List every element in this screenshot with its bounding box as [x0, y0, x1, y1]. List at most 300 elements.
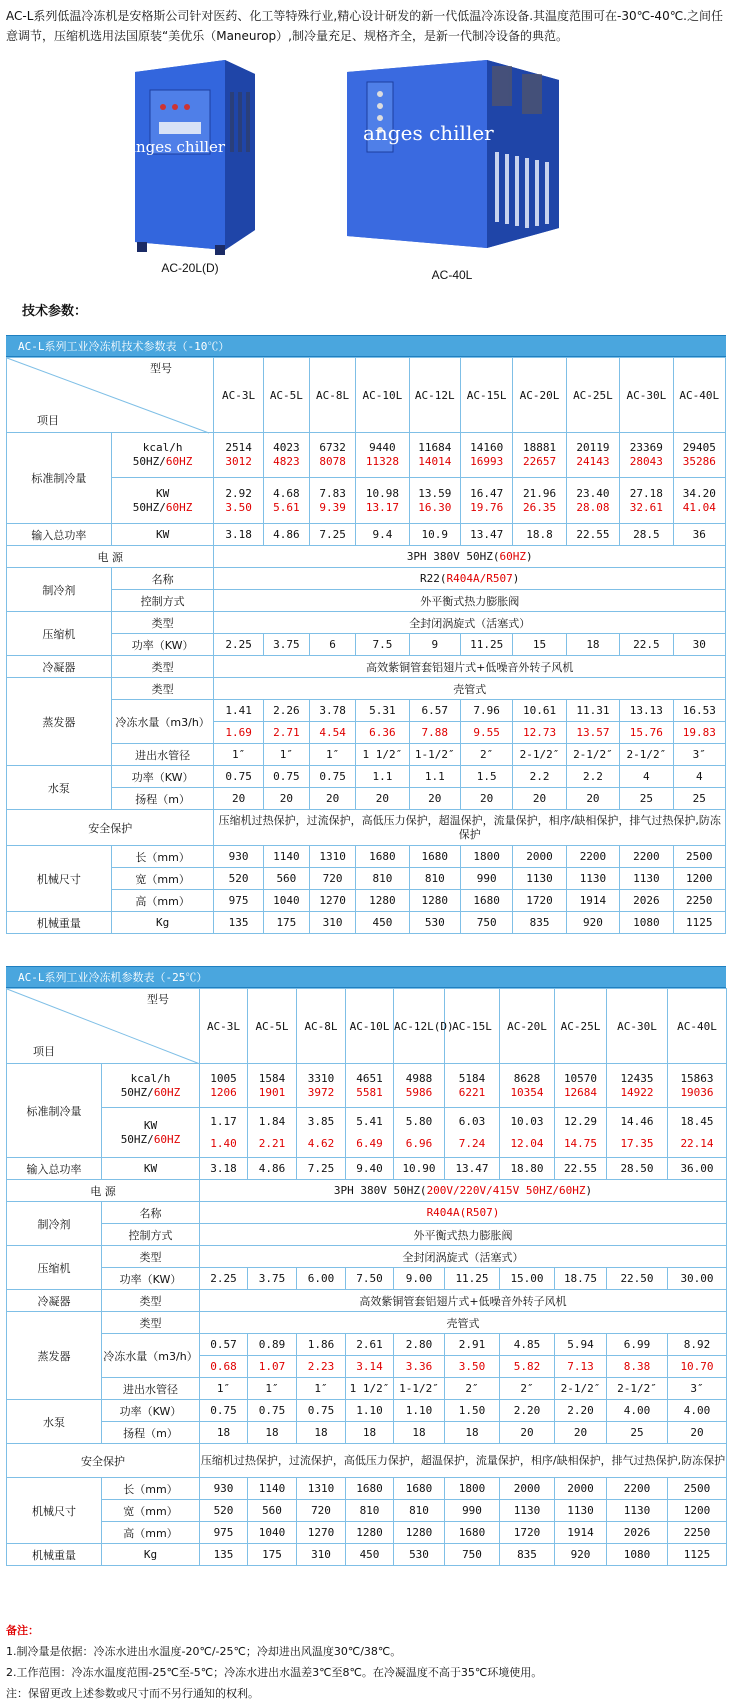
- pipe-size-value: 3″: [673, 744, 725, 766]
- condenser-type-value: 高效紫铜管套铝翅片式+低噪音外转子风机: [200, 1290, 727, 1312]
- kw-50hz: 1.17: [210, 1114, 237, 1128]
- pump-head-value: 20: [263, 788, 309, 810]
- kw-60hz: 5.61: [273, 500, 300, 514]
- compressor-power-label: 功率（KW）: [102, 1268, 200, 1290]
- compressor-power-label: 功率（KW）: [111, 634, 214, 656]
- flow-60hz: 15.76: [620, 722, 673, 744]
- condenser-type-value: 高效紫铜管套铝翅片式+低噪音外转子风机: [214, 656, 726, 678]
- flow-60hz: 9.55: [460, 722, 512, 744]
- flow-50hz: 6.57: [409, 700, 460, 722]
- kw-60hz: 41.04: [682, 500, 716, 514]
- model-header: AC-10L: [356, 358, 409, 433]
- kw-60hz: 3.50: [225, 500, 252, 514]
- refrigerant-name-label: 名称: [102, 1202, 200, 1224]
- pump-power-value: 1.1: [409, 766, 460, 788]
- flow-50hz: 5.94: [555, 1334, 607, 1356]
- model-header: AC-40L: [668, 989, 727, 1064]
- pipe-size-label: 进出水管径: [111, 744, 214, 766]
- weight-value: 1080: [607, 1544, 668, 1566]
- kcal-50hz: 5184: [458, 1071, 486, 1085]
- flow-50hz: 13.13: [620, 700, 673, 722]
- model-header: AC-20L: [500, 989, 555, 1064]
- pipe-size-value: 1″: [297, 1378, 346, 1400]
- kcal-50hz: 4651: [356, 1071, 383, 1085]
- weight-value: 1080: [620, 912, 673, 934]
- model-header: AC-25L: [555, 989, 607, 1064]
- kcal-60hz: 11328: [365, 455, 399, 468]
- kcal-50hz: 11684: [418, 441, 452, 454]
- length-value: 1140: [248, 1478, 297, 1500]
- pump-power-value: 2.2: [513, 766, 566, 788]
- weight-value: 175: [248, 1544, 297, 1566]
- height-value: 1914: [566, 890, 619, 912]
- model-header: AC-15L: [460, 358, 512, 433]
- photo-watermark: anges chiller: [363, 121, 494, 145]
- weight-value: 450: [346, 1544, 394, 1566]
- height-value: 975: [200, 1522, 248, 1544]
- width-label: 宽（mm）: [102, 1500, 200, 1522]
- height-value: 1280: [356, 890, 409, 912]
- height-label: 高（mm）: [111, 890, 214, 912]
- kcal-50hz: 3310: [307, 1071, 335, 1085]
- notes-title: 备注：: [6, 1624, 39, 1637]
- compressor-power-value: 30.00: [668, 1268, 727, 1290]
- compressor-power-value: 2.25: [200, 1268, 248, 1290]
- input-power-value: 13.47: [445, 1158, 500, 1180]
- kcal-60hz: 10354: [510, 1085, 544, 1099]
- height-value: 2026: [620, 890, 673, 912]
- kw-50hz: 7.83: [319, 486, 346, 500]
- unit-kw: KW 50HZ/60HZ: [102, 1108, 200, 1158]
- length-value: 930: [200, 1478, 248, 1500]
- refrigerant-name-label: 名称: [111, 568, 214, 590]
- control-method-label: 控制方式: [111, 590, 214, 612]
- power-supply-label: 电 源: [7, 1180, 200, 1202]
- kw-50hz: 23.40: [576, 486, 610, 500]
- pump-head-value: 20: [356, 788, 409, 810]
- pump-power-value: 4: [620, 766, 673, 788]
- kw-60hz: 4.62: [307, 1136, 335, 1150]
- kw-60hz: 13.17: [365, 500, 399, 514]
- corner-header: [7, 989, 200, 1064]
- weight-value: 750: [445, 1544, 500, 1566]
- power-supply-label: 电 源: [7, 546, 214, 568]
- pipe-size-value: 1″: [200, 1378, 248, 1400]
- pump-head-value: 18: [248, 1422, 297, 1444]
- kcal-50hz: 12435: [620, 1071, 654, 1085]
- condenser-label: 冷凝器: [7, 656, 112, 678]
- note-line: 1.制冷量是依据：冷冻水进出水温度-20℃/-25℃；冷却进出风温度30℃/38℃。: [6, 1645, 402, 1658]
- pipe-size-value: 2-1/2″: [620, 744, 673, 766]
- kcal-50hz: 6732: [319, 441, 346, 454]
- height-value: 1720: [513, 890, 566, 912]
- weight-unit: Kg: [102, 1544, 200, 1566]
- kcal-60hz: 1206: [210, 1085, 237, 1099]
- safety-value: 压缩机过热保护，过流保护，高低压力保护，超温保护，流量保护，相序/缺相保护，排气过热保护,防冻保护: [200, 1444, 727, 1478]
- length-value: 2500: [673, 846, 725, 868]
- pipe-size-value: 1″: [214, 744, 263, 766]
- pump-power-value: 4: [673, 766, 725, 788]
- control-method-label: 控制方式: [102, 1224, 200, 1246]
- height-value: 1280: [409, 890, 460, 912]
- kcal-60hz: 35286: [682, 455, 716, 468]
- condenser-label: 冷凝器: [7, 1290, 102, 1312]
- kw-50hz: 3.85: [307, 1114, 335, 1128]
- width-value: 520: [200, 1500, 248, 1522]
- pipe-size-value: 2″: [460, 744, 512, 766]
- height-value: 2250: [668, 1522, 727, 1544]
- safety-value: 压缩机过热保护，过流保护，高低压力保护，超温保护，流量保护，相序/缺相保护，排气过热保护,防冻保护: [214, 810, 726, 846]
- kcal-50hz: 1584: [258, 1071, 286, 1085]
- width-value: 810: [346, 1500, 394, 1522]
- pump-head-value: 20: [309, 788, 355, 810]
- width-value: 1130: [607, 1500, 668, 1522]
- compressor-type-value: 全封闭涡旋式（活塞式）: [214, 612, 726, 634]
- pipe-size-value: 2-1/2″: [513, 744, 566, 766]
- kw-60hz: 28.08: [576, 500, 610, 514]
- flow-50hz: 2.61: [346, 1334, 394, 1356]
- pipe-size-value: 1″: [263, 744, 309, 766]
- kw-50hz: 14.46: [620, 1114, 654, 1128]
- pump-power-value: 1.1: [356, 766, 409, 788]
- input-power-value: 28.5: [620, 524, 673, 546]
- compressor-power-value: 22.50: [607, 1268, 668, 1290]
- input-power-value: 4.86: [248, 1158, 297, 1180]
- height-value: 1270: [309, 890, 355, 912]
- compressor-power-value: 11.25: [460, 634, 512, 656]
- pipe-size-value: 1″: [248, 1378, 297, 1400]
- flow-50hz: 5.31: [356, 700, 409, 722]
- kcal-50hz: 20119: [576, 441, 610, 454]
- kw-50hz: 6.03: [458, 1114, 486, 1128]
- spec-table-minus25: [6, 988, 727, 1566]
- kcal-60hz: 24143: [576, 455, 610, 468]
- pump-power-label: 功率（KW）: [102, 1400, 200, 1422]
- width-value: 1130: [620, 868, 673, 890]
- kcal-60hz: 3972: [307, 1085, 335, 1099]
- flow-50hz: 0.89: [248, 1334, 297, 1356]
- pipe-size-value: 2″: [500, 1378, 555, 1400]
- pipe-size-value: 1 1/2″: [346, 1378, 394, 1400]
- input-power-value: 4.86: [263, 524, 309, 546]
- chiller-photo-ac40l: [337, 52, 567, 257]
- height-value: 1040: [263, 890, 309, 912]
- input-power-label: 输入总功率: [7, 1158, 102, 1180]
- kw-60hz: 9.39: [319, 500, 346, 514]
- pump-power-value: 0.75: [297, 1400, 346, 1422]
- compressor-power-value: 9.00: [394, 1268, 445, 1290]
- dimensions-label: 机械尺寸: [7, 846, 112, 912]
- pump-power-value: 0.75: [200, 1400, 248, 1422]
- width-value: 810: [409, 868, 460, 890]
- kcal-50hz: 23369: [629, 441, 663, 454]
- flow-50hz: 0.57: [200, 1334, 248, 1356]
- unit-kcal: kcal/h 50HZ/60HZ: [102, 1064, 200, 1108]
- flow-50hz: 1.41: [214, 700, 263, 722]
- model-header: AC-8L: [297, 989, 346, 1064]
- length-value: 930: [214, 846, 263, 868]
- flow-50hz: 1.86: [297, 1334, 346, 1356]
- compressor-power-value: 2.25: [214, 634, 263, 656]
- kcal-60hz: 16993: [470, 455, 504, 468]
- cooling-capacity-label: 标准制冷量: [7, 1064, 102, 1158]
- kw-50hz: 5.41: [356, 1114, 383, 1128]
- length-value: 1800: [460, 846, 512, 868]
- evaporator-type-value: 壳管式: [214, 678, 726, 700]
- kcal-50hz: 9440: [369, 441, 396, 454]
- safety-label: 安全保护: [7, 810, 214, 846]
- weight-label: 机械重量: [7, 1544, 102, 1566]
- kcal-60hz: 14014: [418, 455, 452, 468]
- model-header: AC-30L: [607, 989, 668, 1064]
- corner-item-label: 项目: [33, 1045, 55, 1058]
- compressor-power-value: 3.75: [248, 1268, 297, 1290]
- chilled-water-flow-label: 冷冻水量（m3/h）: [102, 1334, 200, 1378]
- length-value: 2500: [668, 1478, 727, 1500]
- kw-60hz: 1.40: [210, 1136, 237, 1150]
- note-line: 注：保留更改上述参数或尺寸而不另行通知的权利。: [6, 1687, 259, 1700]
- height-value: 2026: [607, 1522, 668, 1544]
- kcal-50hz: 18881: [522, 441, 557, 454]
- pump-power-value: 0.75: [263, 766, 309, 788]
- flow-60hz: 13.57: [566, 722, 619, 744]
- condenser-type-label: 类型: [102, 1290, 200, 1312]
- kw-60hz: 16.30: [418, 500, 452, 514]
- kcal-50hz: 1005: [210, 1071, 237, 1085]
- photo-caption: AC-20L(D): [161, 261, 219, 275]
- model-header: AC-30L: [620, 358, 673, 433]
- weight-value: 1125: [673, 912, 725, 934]
- kcal-50hz: 4023: [273, 441, 300, 454]
- pump-head-value: 25: [620, 788, 673, 810]
- refrigerant-name-value: R22(R404A/R507): [214, 568, 726, 590]
- flow-60hz: 0.68: [200, 1356, 248, 1378]
- width-value: 720: [297, 1500, 346, 1522]
- corner-header: [7, 358, 214, 433]
- pump-head-value: 20: [555, 1422, 607, 1444]
- model-header: AC-15L: [445, 989, 500, 1064]
- compressor-power-value: 3.75: [263, 634, 309, 656]
- flow-60hz: 3.36: [394, 1356, 445, 1378]
- pump-head-value: 18: [445, 1422, 500, 1444]
- flow-60hz: 2.23: [297, 1356, 346, 1378]
- pump-head-value: 18: [346, 1422, 394, 1444]
- input-power-value: 18.8: [513, 524, 566, 546]
- flow-50hz: 2.26: [263, 700, 309, 722]
- kcal-60hz: 14922: [620, 1085, 654, 1099]
- kcal-50hz: 10570: [563, 1071, 598, 1085]
- kw-60hz: 6.49: [356, 1136, 383, 1150]
- length-label: 长（mm）: [102, 1478, 200, 1500]
- pump-label: 水泵: [7, 766, 112, 810]
- flow-50hz: 16.53: [673, 700, 725, 722]
- pump-head-value: 18: [394, 1422, 445, 1444]
- photo-watermark: anges chiller: [127, 138, 226, 156]
- width-value: 1130: [513, 868, 566, 890]
- kw-60hz: 22.14: [680, 1136, 714, 1150]
- compressor-power-value: 15.00: [500, 1268, 555, 1290]
- control-method-value: 外平衡式热力膨胀阀: [200, 1224, 727, 1246]
- height-value: 1914: [555, 1522, 607, 1544]
- flow-60hz: 1.07: [248, 1356, 297, 1378]
- model-header: AC-20L: [513, 358, 566, 433]
- kcal-60hz: 5986: [405, 1085, 433, 1099]
- height-value: 2250: [673, 890, 725, 912]
- input-power-value: 7.25: [297, 1158, 346, 1180]
- evaporator-label: 蒸发器: [7, 1312, 102, 1400]
- height-value: 1040: [248, 1522, 297, 1544]
- pipe-size-value: 2-1/2″: [555, 1378, 607, 1400]
- flow-50hz: 6.99: [607, 1334, 668, 1356]
- pump-head-value: 18: [200, 1422, 248, 1444]
- flow-60hz: 7.88: [409, 722, 460, 744]
- width-value: 810: [394, 1500, 445, 1522]
- width-value: 720: [309, 868, 355, 890]
- width-value: 990: [445, 1500, 500, 1522]
- weight-value: 530: [409, 912, 460, 934]
- corner-model-label: 型号: [150, 362, 172, 375]
- input-power-value: 10.9: [409, 524, 460, 546]
- kcal-60hz: 22657: [522, 455, 557, 468]
- kw-60hz: 6.96: [405, 1136, 433, 1150]
- model-header: AC-3L: [214, 358, 263, 433]
- height-value: 1680: [445, 1522, 500, 1544]
- kw-60hz: 19.76: [470, 500, 504, 514]
- kcal-50hz: 15863: [680, 1071, 714, 1085]
- width-value: 1130: [500, 1500, 555, 1522]
- pump-power-value: 1.5: [460, 766, 512, 788]
- weight-value: 920: [555, 1544, 607, 1566]
- length-value: 2000: [555, 1478, 607, 1500]
- pump-head-value: 20: [513, 788, 566, 810]
- pipe-size-value: 2-1/2″: [566, 744, 619, 766]
- kw-50hz: 2.92: [225, 486, 252, 500]
- compressor-power-value: 7.5: [356, 634, 409, 656]
- kcal-60hz: 3012: [225, 455, 252, 468]
- model-header: AC-10L: [346, 989, 394, 1064]
- kw-60hz: 12.04: [510, 1136, 544, 1150]
- width-value: 520: [214, 868, 263, 890]
- kcal-50hz: 4988: [405, 1071, 433, 1085]
- flow-60hz: 8.38: [607, 1356, 668, 1378]
- compressor-type-label: 类型: [111, 612, 214, 634]
- kcal-60hz: 12684: [563, 1085, 598, 1099]
- params-label: 技术参数：: [22, 304, 88, 319]
- table-title-bar: AC-L系列工业冷冻机技术参数表（-10℃）: [6, 335, 726, 357]
- weight-value: 750: [460, 912, 512, 934]
- length-value: 1310: [297, 1478, 346, 1500]
- weight-value: 835: [500, 1544, 555, 1566]
- width-value: 560: [263, 868, 309, 890]
- model-header: AC-25L: [566, 358, 619, 433]
- pump-head-value: 25: [673, 788, 725, 810]
- input-power-value: 10.90: [394, 1158, 445, 1180]
- corner-model-label: 型号: [147, 993, 169, 1006]
- table-title-bar: AC-L系列工业冷冻机参数表（-25℃）: [6, 966, 726, 988]
- compressor-power-value: 11.25: [445, 1268, 500, 1290]
- length-value: 1680: [346, 1478, 394, 1500]
- evaporator-type-label: 类型: [111, 678, 214, 700]
- cooling-capacity-label: 标准制冷量: [7, 433, 112, 524]
- pump-head-value: 20: [500, 1422, 555, 1444]
- kw-60hz: 7.24: [458, 1136, 486, 1150]
- input-power-value: 36.00: [668, 1158, 727, 1180]
- width-value: 1200: [668, 1500, 727, 1522]
- power-supply-value: 3PH 380V 50HZ(60HZ): [214, 546, 726, 568]
- weight-unit: Kg: [111, 912, 214, 934]
- pipe-size-label: 进出水管径: [102, 1378, 200, 1400]
- kw-60hz: 17.35: [620, 1136, 654, 1150]
- length-value: 1680: [356, 846, 409, 868]
- evaporator-type-label: 类型: [102, 1312, 200, 1334]
- flow-50hz: 2.91: [445, 1334, 500, 1356]
- kcal-50hz: 29405: [682, 441, 716, 454]
- pipe-size-value: 1 1/2″: [356, 744, 409, 766]
- flow-60hz: 19.83: [673, 722, 725, 744]
- dimensions-label: 机械尺寸: [7, 1478, 102, 1544]
- length-value: 1680: [409, 846, 460, 868]
- pump-head-value: 20: [214, 788, 263, 810]
- kcal-60hz: 4823: [273, 455, 300, 468]
- kw-60hz: 32.61: [629, 500, 663, 514]
- flow-60hz: 5.82: [500, 1356, 555, 1378]
- flow-60hz: 1.69: [214, 722, 263, 744]
- flow-60hz: 3.50: [445, 1356, 500, 1378]
- compressor-power-value: 7.50: [346, 1268, 394, 1290]
- notes-section: [6, 1620, 726, 1704]
- width-value: 560: [248, 1500, 297, 1522]
- flow-50hz: 3.78: [309, 700, 355, 722]
- input-power-value: 36: [673, 524, 725, 546]
- pump-head-value: 25: [607, 1422, 668, 1444]
- height-value: 1280: [346, 1522, 394, 1544]
- compressor-power-value: 18.75: [555, 1268, 607, 1290]
- weight-value: 135: [214, 912, 263, 934]
- flow-60hz: 6.36: [356, 722, 409, 744]
- pump-head-value: 20: [668, 1422, 727, 1444]
- kcal-60hz: 6221: [458, 1085, 486, 1099]
- weight-value: 310: [309, 912, 355, 934]
- pump-power-value: 2.2: [566, 766, 619, 788]
- width-value: 1200: [673, 868, 725, 890]
- evaporator-type-value: 壳管式: [200, 1312, 727, 1334]
- length-value: 2200: [620, 846, 673, 868]
- pipe-size-value: 1-1/2″: [394, 1378, 445, 1400]
- chilled-water-flow-label: 冷冻水量（m3/h）: [111, 700, 214, 744]
- kw-60hz: 26.35: [522, 500, 557, 514]
- pump-head-label: 扬程（m）: [102, 1422, 200, 1444]
- length-value: 2200: [566, 846, 619, 868]
- kcal-60hz: 5581: [356, 1085, 383, 1099]
- kw-50hz: 27.18: [629, 486, 663, 500]
- kw-50hz: 10.98: [365, 486, 399, 500]
- pump-power-value: 0.75: [309, 766, 355, 788]
- pump-power-value: 1.10: [394, 1400, 445, 1422]
- evaporator-label: 蒸发器: [7, 678, 112, 766]
- refrigerant-name-value: R404A(R507): [200, 1202, 727, 1224]
- input-power-value: 28.50: [607, 1158, 668, 1180]
- compressor-label: 压缩机: [7, 1246, 102, 1290]
- pump-power-label: 功率（KW）: [111, 766, 214, 788]
- kcal-60hz: 8078: [319, 455, 346, 468]
- kw-50hz: 21.96: [522, 486, 557, 500]
- input-power-value: 9.40: [346, 1158, 394, 1180]
- length-value: 1800: [445, 1478, 500, 1500]
- length-value: 1310: [309, 846, 355, 868]
- pump-power-value: 1.10: [346, 1400, 394, 1422]
- input-power-unit: KW: [111, 524, 214, 546]
- pump-power-value: 1.50: [445, 1400, 500, 1422]
